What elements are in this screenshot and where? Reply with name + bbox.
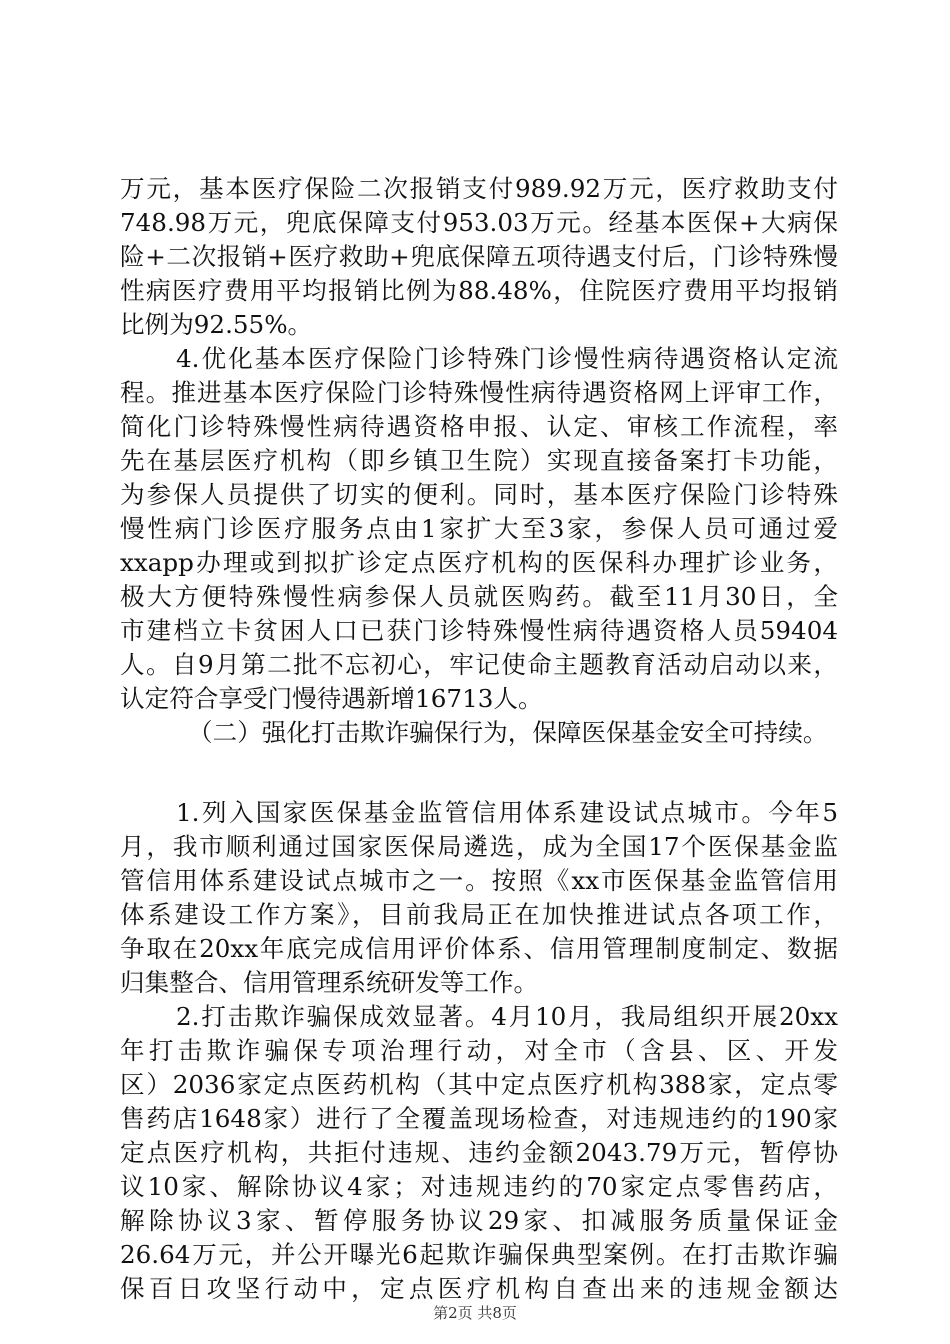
text-line: 市建档立卡贫困人口已获门诊特殊慢性病待遇资格人员59404 bbox=[120, 616, 838, 645]
page-footer: 第2页 共8页 bbox=[433, 1304, 517, 1322]
text-line: 管信用体系建设试点城市之一。按照《xx市医保基金监管信用 bbox=[120, 866, 838, 895]
text-line: 区）2036家定点医药机构（其中定点医疗机构388家，定点零 bbox=[120, 1070, 838, 1099]
text-line: 性病医疗费用平均报销比例为88.48%，住院医疗费用平均报销 bbox=[120, 276, 838, 305]
text-line: 归集整合、信用管理系统研发等工作。 bbox=[120, 968, 539, 997]
text-line: 人。自9月第二批不忘初心，牢记使命主题教育活动启动以来， bbox=[120, 650, 838, 679]
text-line: 争取在20xx年底完成信用评价体系、信用管理制度制定、数据 bbox=[120, 934, 838, 963]
text-line: 售药店1648家）进行了全覆盖现场检查，对违规违约的190家 bbox=[120, 1104, 838, 1133]
text-line: 程。推进基本医疗保险门诊特殊慢性病待遇资格网上评审工作， bbox=[120, 378, 838, 407]
text-line: 2.打击欺诈骗保成效显著。4月10月，我局组织开展20xx bbox=[176, 1002, 838, 1031]
text-line: 比例为92.55%。 bbox=[120, 310, 313, 339]
text-line: 先在基层医疗机构（即乡镇卫生院）实现直接备案打卡功能， bbox=[120, 446, 838, 475]
text-line: 解除协议3家、暂停服务协议29家、扣减服务质量保证金 bbox=[120, 1206, 838, 1235]
text-line: 险+二次报销+医疗救助+兜底保障五项待遇支付后，门诊特殊慢 bbox=[120, 242, 838, 271]
text-line: 慢性病门诊医疗服务点由1家扩大至3家，参保人员可通过爱 bbox=[120, 514, 838, 543]
text-line: 748.98万元，兜底保障支付953.03万元。经基本医保+大病保 bbox=[120, 208, 838, 237]
text-line: 月，我市顺利通过国家医保局遴选，成为全国17个医保基金监 bbox=[120, 832, 838, 861]
text-line: 4.优化基本医疗保险门诊特殊门诊慢性病待遇资格认定流 bbox=[176, 344, 838, 373]
text-line: 万元，基本医疗保险二次报销支付989.92万元，医疗救助支付 bbox=[120, 174, 838, 203]
text-line: 26.64万元，并公开曝光6起欺诈骗保典型案例。在打击欺诈骗 bbox=[120, 1240, 838, 1269]
text-line: 议10家、解除协议4家；对违规违约的70家定点零售药店， bbox=[120, 1172, 838, 1201]
text-line: 认定符合享受门慢待遇新增16713人。 bbox=[120, 684, 543, 713]
text-line: 极大方便特殊慢性病参保人员就医购药。截至11月30日，全 bbox=[120, 582, 838, 611]
section-heading: （二）强化打击欺诈骗保行为，保障医保基金安全可持续。 bbox=[188, 718, 828, 747]
text-line: 体系建设工作方案》，目前我局正在加快推进试点各项工作， bbox=[120, 900, 838, 929]
text-line: 1.列入国家医保基金监管信用体系建设试点城市。今年5 bbox=[176, 798, 838, 827]
text-line: 简化门诊特殊慢性病待遇资格申报、认定、审核工作流程，率 bbox=[120, 412, 838, 441]
text-line: 定点医疗机构，共拒付违规、违约金额2043.79万元，暂停协 bbox=[120, 1138, 839, 1167]
text-line: 年打击欺诈骗保专项治理行动，对全市（含县、区、开发 bbox=[120, 1036, 838, 1065]
text-line: xxapp办理或到拟扩诊定点医疗机构的医保科办理扩诊业务， bbox=[120, 548, 838, 577]
text-line: 为参保人员提供了切实的便利。同时，基本医疗保险门诊特殊 bbox=[120, 480, 838, 509]
text-line: 保百日攻坚行动中，定点医疗机构自查出来的违规金额达 bbox=[120, 1274, 838, 1303]
